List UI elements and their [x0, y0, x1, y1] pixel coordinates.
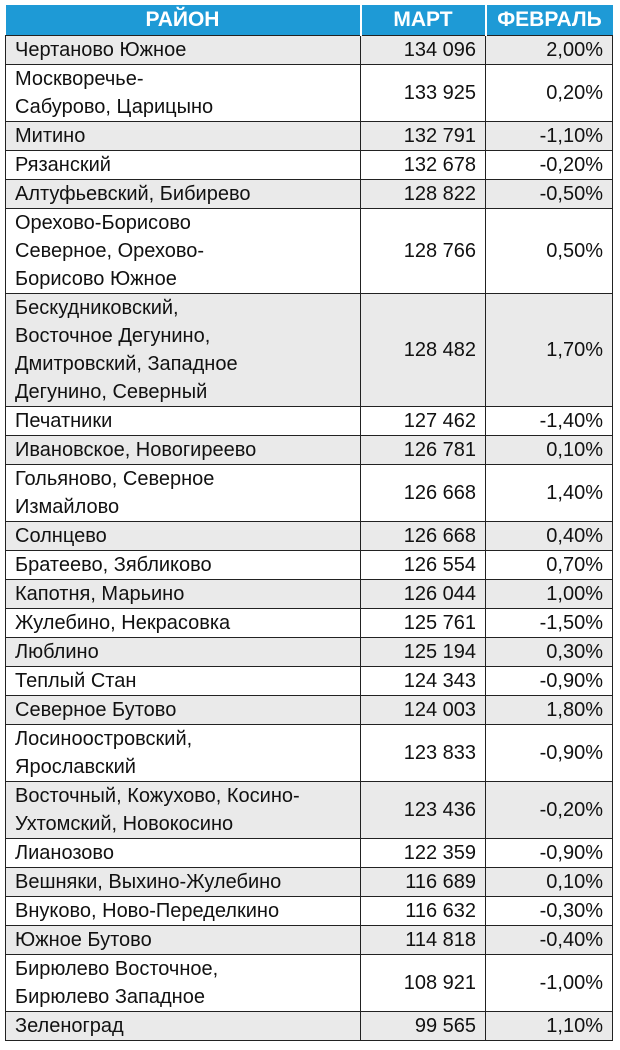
february-change-cell: 0,30%: [486, 638, 613, 667]
district-cell: Лосиноостровский, Ярославский: [6, 725, 361, 782]
district-cell: Братеево, Зябликово: [6, 551, 361, 580]
february-change-cell: 0,20%: [486, 65, 613, 122]
table-row: [6, 897, 613, 926]
district-cell: Жулебино, Некрасовка: [6, 609, 361, 638]
march-value-cell: 126 668: [361, 522, 486, 551]
district-cell: Северное Бутово: [6, 696, 361, 725]
district-cell: Ивановское, Новогиреево: [6, 436, 361, 465]
district-cell: Лианозово: [6, 839, 361, 868]
february-change-cell: -1,10%: [486, 122, 613, 151]
february-change-cell: 0,10%: [486, 868, 613, 897]
february-change-cell: -0,50%: [486, 180, 613, 209]
march-value-cell: 126 668: [361, 465, 486, 522]
march-value-cell: 124 343: [361, 667, 486, 696]
february-change-cell: -0,90%: [486, 667, 613, 696]
march-value-cell: 127 462: [361, 407, 486, 436]
district-cell: Орехово-Борисово Северное, Орехово- Борисово Южное: [6, 209, 361, 294]
february-change-cell: -1,40%: [486, 407, 613, 436]
table-row: [6, 36, 613, 65]
february-change-cell: -0,30%: [486, 897, 613, 926]
table-row: [6, 725, 613, 782]
table-row: [6, 638, 613, 667]
february-change-cell: 1,10%: [486, 1012, 613, 1041]
march-value-cell: 123 833: [361, 725, 486, 782]
table-row: [6, 782, 613, 839]
february-change-cell: 2,00%: [486, 36, 613, 65]
march-value-cell: 132 678: [361, 151, 486, 180]
february-change-cell: -0,90%: [486, 839, 613, 868]
table-row: [6, 465, 613, 522]
district-cell: Алтуфьевский, Бибирево: [6, 180, 361, 209]
table-row: [6, 839, 613, 868]
february-change-cell: 1,00%: [486, 580, 613, 609]
district-cell: Капотня, Марьино: [6, 580, 361, 609]
district-cell: Теплый Стан: [6, 667, 361, 696]
district-cell: Бирюлево Восточное, Бирюлево Западное: [6, 955, 361, 1012]
table-body: [6, 36, 613, 1041]
march-value-cell: 128 482: [361, 294, 486, 407]
march-value-cell: 128 822: [361, 180, 486, 209]
march-value-cell: 114 818: [361, 926, 486, 955]
march-value-cell: 125 194: [361, 638, 486, 667]
district-price-table: [5, 5, 613, 1041]
march-value-cell: 116 632: [361, 897, 486, 926]
march-value-cell: 126 044: [361, 580, 486, 609]
february-change-cell: -0,20%: [486, 782, 613, 839]
table-row: [6, 696, 613, 725]
march-value-cell: 126 781: [361, 436, 486, 465]
header-february: ФЕВРАЛЬ: [486, 5, 613, 36]
table-row: [6, 436, 613, 465]
district-cell: Внуково, Ново-Переделкино: [6, 897, 361, 926]
february-change-cell: 1,40%: [486, 465, 613, 522]
february-change-cell: 0,70%: [486, 551, 613, 580]
table-row: [6, 180, 613, 209]
table-row: [6, 151, 613, 180]
february-change-cell: -0,20%: [486, 151, 613, 180]
district-price-table-container: [5, 5, 612, 1041]
table-row: [6, 926, 613, 955]
table-header: [6, 5, 613, 36]
march-value-cell: 133 925: [361, 65, 486, 122]
march-value-cell: 123 436: [361, 782, 486, 839]
district-cell: Южное Бутово: [6, 926, 361, 955]
district-cell: Рязанский: [6, 151, 361, 180]
district-cell: Бескудниковский, Восточное Дегунино, Дмитровский, Западное Дегунино, Северный: [6, 294, 361, 407]
table-row: [6, 868, 613, 897]
district-cell: Печатники: [6, 407, 361, 436]
table-row: [6, 667, 613, 696]
march-value-cell: 124 003: [361, 696, 486, 725]
february-change-cell: 0,10%: [486, 436, 613, 465]
district-cell: Москворечье- Сабурово, Царицыно: [6, 65, 361, 122]
district-cell: Восточный, Кожухово, Косино- Ухтомский, Новокосино: [6, 782, 361, 839]
table-row: [6, 407, 613, 436]
table-row: [6, 294, 613, 407]
table-row: [6, 580, 613, 609]
header-district: РАЙОН: [6, 5, 361, 36]
february-change-cell: -0,40%: [486, 926, 613, 955]
february-change-cell: 1,70%: [486, 294, 613, 407]
district-cell: Зеленоград: [6, 1012, 361, 1041]
table-row: [6, 955, 613, 1012]
table-row: [6, 65, 613, 122]
district-cell: Митино: [6, 122, 361, 151]
february-change-cell: 1,80%: [486, 696, 613, 725]
table-row: [6, 122, 613, 151]
table-row: [6, 1012, 613, 1041]
header-row: [6, 5, 613, 36]
march-value-cell: 122 359: [361, 839, 486, 868]
district-cell: Вешняки, Выхино-Жулебино: [6, 868, 361, 897]
march-value-cell: 134 096: [361, 36, 486, 65]
march-value-cell: 132 791: [361, 122, 486, 151]
table-row: [6, 609, 613, 638]
march-value-cell: 116 689: [361, 868, 486, 897]
table-row: [6, 522, 613, 551]
march-value-cell: 99 565: [361, 1012, 486, 1041]
district-cell: Люблино: [6, 638, 361, 667]
march-value-cell: 126 554: [361, 551, 486, 580]
february-change-cell: 0,40%: [486, 522, 613, 551]
february-change-cell: -1,00%: [486, 955, 613, 1012]
header-march: МАРТ: [361, 5, 486, 36]
february-change-cell: 0,50%: [486, 209, 613, 294]
table-row: [6, 209, 613, 294]
february-change-cell: -1,50%: [486, 609, 613, 638]
february-change-cell: -0,90%: [486, 725, 613, 782]
march-value-cell: 125 761: [361, 609, 486, 638]
district-cell: Чертаново Южное: [6, 36, 361, 65]
march-value-cell: 128 766: [361, 209, 486, 294]
district-cell: Солнцево: [6, 522, 361, 551]
district-cell: Гольяново, Северное Измайлово: [6, 465, 361, 522]
table-row: [6, 551, 613, 580]
march-value-cell: 108 921: [361, 955, 486, 1012]
